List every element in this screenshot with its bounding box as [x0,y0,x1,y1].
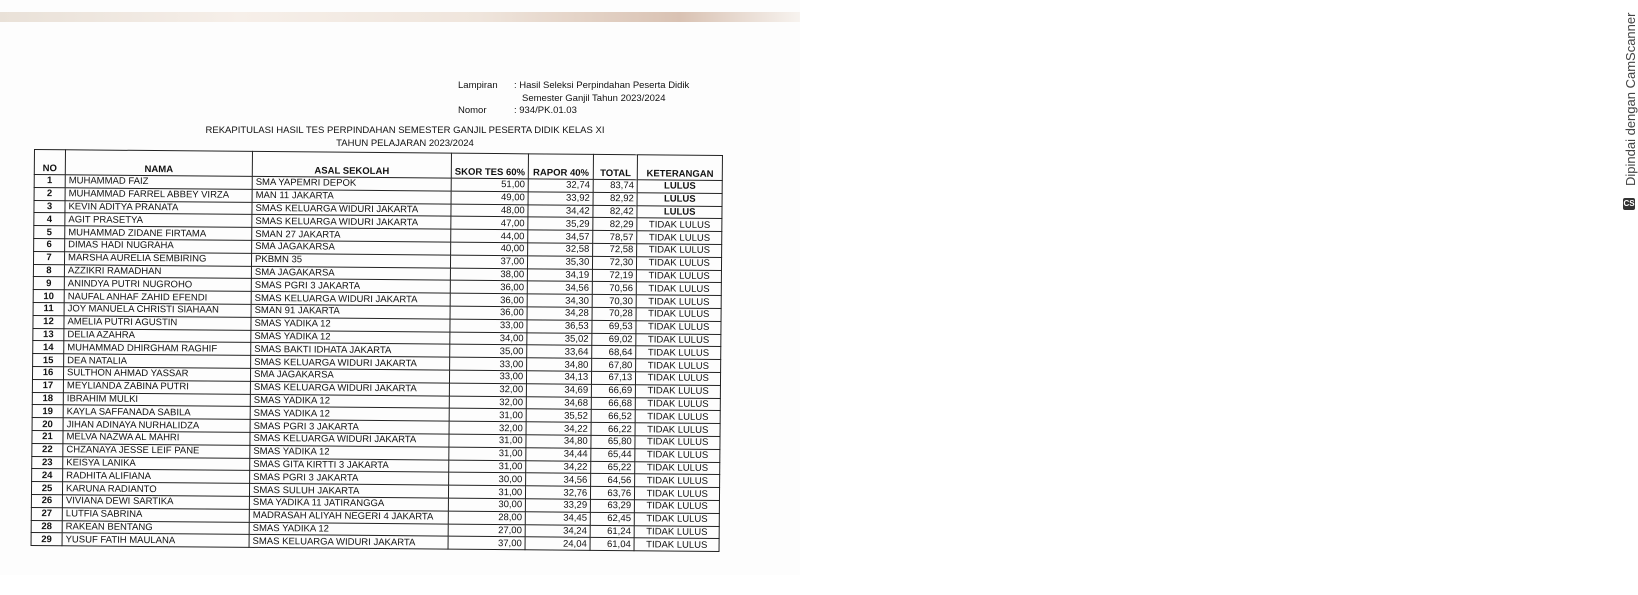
row-nama: MELVA NAZWA AL MAHRI [63,431,250,445]
row-rapor: 34,30 [527,294,592,307]
row-total: 68,64 [592,346,636,359]
row-asal-sekolah: SMAS YADIKA 12 [250,394,449,409]
row-rapor: 34,24 [525,524,590,537]
row-skor-tes: 48,00 [451,204,528,217]
row-rapor: 34,80 [526,435,591,448]
row-total: 82,92 [593,192,637,205]
row-no: 21 [32,430,63,443]
row-rapor: 34,28 [527,307,592,320]
row-nama: RADHITA ALIFIANA [63,469,250,483]
row-rapor: 32,76 [526,486,591,499]
row-keterangan: TIDAK LULUS [635,474,720,488]
row-total: 61,24 [590,525,634,538]
row-skor-tes: 30,00 [449,472,526,485]
row-asal-sekolah: SMAS YADIKA 12 [250,445,449,460]
row-skor-tes: 36,00 [450,293,527,306]
row-rapor: 34,13 [527,371,592,384]
row-skor-tes: 49,00 [451,191,528,204]
row-no: 29 [31,533,62,546]
row-skor-tes: 28,00 [448,511,525,524]
row-asal-sekolah: SMAS GITA KIRTTI 3 JAKARTA [250,458,449,473]
row-rapor: 36,53 [527,320,592,333]
row-total: 65,22 [591,461,635,474]
row-no: 26 [31,494,62,507]
row-skor-tes: 31,00 [449,447,526,460]
row-keterangan: TIDAK LULUS [635,500,720,514]
header-asal-sekolah: ASAL SEKOLAH [252,151,451,178]
row-no: 2 [34,187,65,200]
header-total: TOTAL [593,154,637,179]
row-skor-tes: 32,00 [449,421,526,434]
row-skor-tes: 36,00 [450,281,527,294]
document-subtitle: TAHUN PELAJARAN 2023/2024 [336,138,474,149]
results-table [31,149,724,552]
row-nama: MUHAMMAD FAIZ [65,175,252,189]
row-keterangan: TIDAK LULUS [636,333,721,347]
row-asal-sekolah: MAN 11 JAKARTA [252,189,451,204]
row-asal-sekolah: SMAS YADIKA 12 [249,522,448,537]
row-total: 66,22 [591,423,635,436]
scan-edge-band [0,12,800,22]
row-nama: CHZANAYA JESSE LEIF PANE [63,443,250,457]
row-nama: MUHAMMAD ZIDANE FIRTAMA [65,226,252,240]
row-asal-sekolah: SMAS KELUARGA WIDURI JAKARTA [250,432,449,447]
row-total: 63,76 [591,486,635,499]
row-rapor: 33,29 [526,499,591,512]
row-skor-tes: 37,00 [448,536,525,549]
document-meta [458,80,722,118]
row-nama: JIHAN ADINAYA NURHALIDZA [63,418,250,432]
row-total: 72,30 [593,256,637,269]
row-skor-tes: 30,00 [448,498,525,511]
row-keterangan: TIDAK LULUS [635,436,720,450]
row-no: 28 [31,520,62,533]
row-no: 22 [32,443,63,456]
row-asal-sekolah: SMA JAGAKARSA [252,240,451,255]
row-skor-tes: 38,00 [450,268,527,281]
row-asal-sekolah: SMAS PGRI 3 JAKARTA [251,279,450,294]
row-no: 15 [33,354,64,367]
row-rapor: 34,42 [528,204,593,217]
row-rapor: 34,56 [526,473,591,486]
row-nama: MEYLIANDA ZABINA PUTRI [63,380,250,394]
row-total: 72,19 [593,269,637,282]
row-total: 65,80 [591,435,635,448]
row-skor-tes: 31,00 [449,460,526,473]
row-rapor: 34,69 [527,384,592,397]
camscanner-sidebar [805,0,1638,595]
row-asal-sekolah: SMAS KELUARGA WIDURI JAKARTA [249,535,448,550]
row-keterangan: TIDAK LULUS [637,218,722,232]
row-no: 13 [33,328,64,341]
row-skor-tes: 31,00 [449,434,526,447]
header-skor-tes: SKOR TES 60% [451,153,528,179]
row-rapor: 35,52 [526,409,591,422]
row-nama: ANINDYA PUTRI NUGROHO [64,277,251,291]
row-nama: NAUFAL ANHAF ZAHID EFENDI [64,290,251,304]
row-keterangan: LULUS [637,180,722,194]
row-asal-sekolah: SMAS YADIKA 12 [251,330,450,345]
row-nama: IBRAHIM MULKI [63,392,250,406]
row-rapor: 34,57 [528,230,593,243]
row-nama: MARSHA AURELIA SEMBIRING [64,252,251,266]
row-skor-tes: 31,00 [449,408,526,421]
row-keterangan: TIDAK LULUS [635,448,720,462]
row-nama: KAYLA SAFFANADA SABILA [63,405,250,419]
row-skor-tes: 36,00 [450,306,527,319]
row-keterangan: TIDAK LULUS [635,410,720,424]
row-nama: AMELIA PUTRI AGUSTIN [64,316,251,330]
row-total: 82,42 [593,205,637,218]
row-nama: JOY MANUELA CHRISTI SIAHAAN [64,303,251,317]
row-nama: KARUNA RADIANTO [62,482,249,496]
header-keterangan: KETERANGAN [637,155,722,181]
nomor-label: Nomor [458,105,487,116]
row-rapor: 35,02 [527,332,592,345]
row-no: 6 [34,238,65,251]
row-no: 8 [33,264,64,277]
scanned-page [0,0,800,575]
row-keterangan: LULUS [637,193,722,207]
row-skor-tes: 47,00 [451,217,528,230]
row-no: 20 [32,418,63,431]
row-no: 17 [32,379,63,392]
row-asal-sekolah: SMAS KELUARGA WIDURI JAKARTA [252,202,451,217]
row-skor-tes: 51,00 [451,178,528,191]
row-rapor: 34,80 [527,358,592,371]
row-no: 19 [32,405,63,418]
row-total: 69,02 [592,333,636,346]
table-body [31,175,722,552]
row-no: 3 [34,200,65,213]
row-total: 63,29 [591,499,635,512]
row-no: 1 [34,175,65,188]
row-asal-sekolah: SMAN 27 JAKARTA [252,228,451,243]
row-asal-sekolah: SMA JAGAKARSA [251,266,450,281]
row-nama: MUHAMMAD FARREL ABBEY VIRZA [65,188,252,202]
row-asal-sekolah: MADRASAH ALIYAH NEGERI 4 JAKARTA [249,509,448,524]
row-keterangan: TIDAK LULUS [637,231,722,245]
row-keterangan: TIDAK LULUS [636,346,721,360]
row-skor-tes: 33,00 [450,357,527,370]
row-skor-tes: 33,00 [449,370,526,383]
row-no: 7 [33,251,64,264]
row-keterangan: TIDAK LULUS [636,282,721,296]
row-asal-sekolah: SMAS BAKTI IDHATA JAKARTA [251,343,450,358]
row-skor-tes: 31,00 [448,485,525,498]
row-no: 4 [34,213,65,226]
row-no: 27 [31,507,62,520]
row-nama: YUSUF FATIH MAULANA [62,533,249,547]
row-rapor: 34,22 [526,422,591,435]
row-no: 24 [32,469,63,482]
row-nama: DIMAS HADI NUGRAHA [65,239,252,253]
row-asal-sekolah: SMAS KELUARGA WIDURI JAKARTA [250,381,449,396]
row-total: 65,44 [591,448,635,461]
camscanner-watermark-text: Dipindai dengan CamScanner [1623,12,1638,186]
row-rapor: 35,29 [528,217,593,230]
row-nama: DELIA AZAHRA [64,328,251,342]
row-total: 62,45 [590,512,634,525]
lampiran-label: Lampiran [458,80,498,91]
row-skor-tes: 27,00 [448,524,525,537]
row-no: 23 [32,456,63,469]
row-rapor: 34,22 [526,460,591,473]
row-keterangan: TIDAK LULUS [634,538,719,552]
row-no: 18 [32,392,63,405]
row-skor-tes: 37,00 [450,255,527,268]
header-rapor: RAPOR 40% [528,154,593,180]
row-asal-sekolah: PKBMN 35 [251,253,450,268]
row-skor-tes: 34,00 [450,332,527,345]
row-skor-tes: 32,00 [449,396,526,409]
row-asal-sekolah: SMAN 91 JAKARTA [251,304,450,319]
row-total: 66,52 [591,410,635,423]
row-rapor: 33,64 [527,345,592,358]
row-total: 67,13 [592,371,636,384]
row-skor-tes: 44,00 [451,229,528,242]
row-keterangan: TIDAK LULUS [636,359,721,373]
row-asal-sekolah: SMAS PGRI 3 JAKARTA [250,471,449,486]
row-asal-sekolah: SMAS YADIKA 12 [251,317,450,332]
row-nama: VIVIANA DEWI SARTIKA [62,495,249,509]
row-no: 25 [31,482,62,495]
row-total: 82,29 [593,218,637,231]
row-skor-tes: 35,00 [450,344,527,357]
row-keterangan: TIDAK LULUS [635,487,720,501]
lampiran-value: : Hasil Seleksi Perpindahan Peserta Didik [514,80,690,91]
row-skor-tes: 40,00 [451,242,528,255]
row-keterangan: TIDAK LULUS [635,423,720,437]
row-nama: AGIT PRASETYA [65,213,252,227]
row-total: 61,04 [590,538,634,551]
row-asal-sekolah: SMAS KELUARGA WIDURI JAKARTA [252,215,451,230]
row-keterangan: TIDAK LULUS [636,295,721,309]
row-total: 78,57 [593,231,637,244]
row-rapor: 34,44 [526,448,591,461]
row-keterangan: TIDAK LULUS [635,397,720,411]
row-total: 66,69 [592,384,636,397]
row-keterangan: LULUS [637,205,722,219]
row-total: 70,28 [592,307,636,320]
header-no: NO [34,150,65,175]
row-nama: DEA NATALIA [64,354,251,368]
row-keterangan: TIDAK LULUS [636,372,721,386]
row-skor-tes: 32,00 [449,383,526,396]
row-total: 66,68 [591,397,635,410]
row-asal-sekolah: SMA YADIKA 11 JATIRANGGA [249,496,448,511]
row-nama: LUTFIA SABRINA [62,507,249,521]
row-rapor: 24,04 [525,537,590,550]
row-asal-sekolah: SMA YAPEMRI DEPOK [252,176,451,191]
nomor-value: : 934/PK.01.03 [514,105,577,116]
row-rapor: 32,74 [528,179,593,192]
row-total: 69,53 [592,320,636,333]
results-table-wrapper [31,149,724,552]
row-no: 5 [34,226,65,239]
row-asal-sekolah: SMAS PGRI 3 JAKARTA [250,420,449,435]
row-keterangan: TIDAK LULUS [634,525,719,539]
row-rapor: 35,30 [528,256,593,269]
row-total: 67,80 [592,359,636,372]
row-keterangan: TIDAK LULUS [637,244,722,258]
row-nama: KEISYA LANIKA [63,456,250,470]
row-keterangan: TIDAK LULUS [636,308,721,322]
row-nama: KEVIN ADITYA PRANATA [65,200,252,214]
row-rapor: 34,68 [526,396,591,409]
lampiran-value-line2: Semester Ganjil Tahun 2023/2024 [522,92,666,104]
row-nama: AZZIKRI RAMADHAN [64,264,251,278]
row-keterangan: TIDAK LULUS [637,257,722,271]
row-keterangan: TIDAK LULUS [634,512,719,526]
row-rapor: 34,19 [528,268,593,281]
row-rapor: 34,56 [527,281,592,294]
row-rapor: 34,45 [525,512,590,525]
row-total: 83,74 [593,179,637,192]
row-asal-sekolah: SMAS SULUH JAKARTA [249,484,448,499]
camscanner-logo-icon: CS [1623,199,1635,208]
row-no: 11 [33,302,64,315]
row-asal-sekolah: SMAS KELUARGA WIDURI JAKARTA [251,292,450,307]
row-asal-sekolah: SMAS KELUARGA WIDURI JAKARTA [251,356,450,371]
row-nama: RAKEAN BENTANG [62,520,249,534]
row-rapor: 32,58 [528,243,593,256]
row-total: 70,56 [592,282,636,295]
row-no: 12 [33,315,64,328]
row-skor-tes: 33,00 [450,319,527,332]
row-keterangan: TIDAK LULUS [636,385,721,399]
header-nama: NAMA [65,150,252,177]
row-asal-sekolah: SMA JAGAKARSA [250,368,449,383]
row-rapor: 33,92 [528,192,593,205]
row-total: 70,30 [592,295,636,308]
row-nama: SULTHON AHMAD YASSAR [63,367,250,381]
row-no: 16 [32,366,63,379]
row-keterangan: TIDAK LULUS [636,321,721,335]
row-no: 9 [33,277,64,290]
row-no: 10 [33,290,64,303]
row-nama: MUHAMMAD DHIRGHAM RAGHIF [64,341,251,355]
row-asal-sekolah: SMAS YADIKA 12 [250,407,449,422]
row-keterangan: TIDAK LULUS [637,269,722,283]
row-total: 64,56 [591,474,635,487]
row-keterangan: TIDAK LULUS [635,461,720,475]
row-no: 14 [33,341,64,354]
document-title: REKAPITULASI HASIL TES PERPINDAHAN SEMESTER GANJIL PESERTA DIDIK KELAS XI [205,125,605,136]
row-total: 72,58 [593,243,637,256]
